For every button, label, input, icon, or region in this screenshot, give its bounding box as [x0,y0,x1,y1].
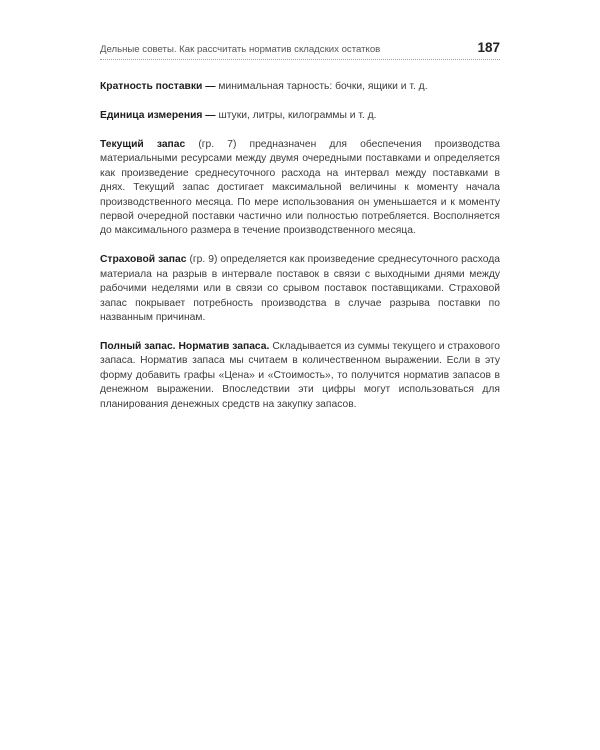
paragraph-text: (гр. 7) предназначен для обеспечения производства материальными ресурсами между двумя очередными поставками и определяется как произведение среднесуточного расхода на интервал между поставками в днях. Текущий запас достигает максимальной величины к моменту начала производственного месяца. По мере использования он уменьшается и к моменту первой очередной поставки частично или полностью потребляется. Восполняется до максимального размера в течение производственного месяца. [100,139,500,237]
page-number: 187 [477,40,500,55]
em-dash: — [202,110,219,121]
page-body [100,80,500,427]
paragraph-text: (гр. 9) определяется как произведение среднесуточного расхода материала на разрыв в интервале поставок в связи с выходными днями между рабочими неделями или в связи со срывом поставок поставщиками. Страховой запас покрывает потребность производства в случае разрыва поставки по названным причинам. [100,254,500,324]
paragraph-safety-stock [100,253,500,325]
paragraph-unit-of-measure [100,109,500,123]
term-current-stock: Текущий запас [100,139,186,150]
term-unit-of-measure: Единица измерения [100,110,203,121]
em-dash: — [202,81,219,92]
definition-text: минимальная тарность: бочки, ящики и т. д. [218,81,428,92]
term-delivery-multiplicity: Кратность поставки [100,81,203,92]
paragraph-full-stock [100,340,500,412]
definition-text: штуки, литры, килограммы и т. д. [218,110,377,121]
paragraph-text: Складывается из суммы текущего и страхового запаса. Норматив запаса мы считаем в количественном выражении. Если в эту форму добавить графы «Цена» и «Стоимость», то получится норматив запасов в денежном выражении. Впоследствии эти цифры могут использоваться для планирования денежных средств на закупку запасов. [100,341,500,410]
page-header [100,40,500,62]
running-title: Дельные советы. Как рассчитать норматив складских остатков [100,44,381,55]
term-full-stock: Полный запас. Норматив запаса. [100,341,270,353]
term-safety-stock: Страховой запас [100,254,187,266]
paragraph-current-stock [100,138,500,239]
paragraph-delivery-multiplicity [100,80,500,94]
header-divider [100,59,500,60]
